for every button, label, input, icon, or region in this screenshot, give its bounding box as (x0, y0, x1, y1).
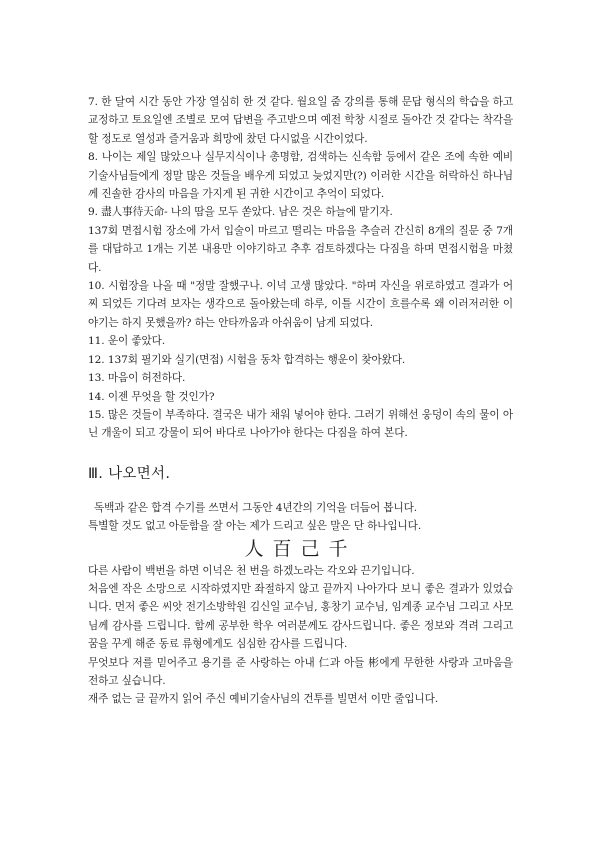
intro-line-1: 독백과 같은 합격 수기를 쓰면서 그동안 4년간의 기억을 더듬어 봅니다. (94, 501, 418, 514)
list-item-8: 8. 나이는 제일 많았으나 실무지식이나 총명함, 검색하는 신속함 등에서 같은 조에 속한 예비기술사님들에게 정말 많은 것들을 배우게 되었고 늦었지만(?) 이러한 시간을 허락하신 하나님께 진솔한 감사의 마음을 가지게 된 귀한 시간이고 추억이 되었다. (88, 151, 513, 201)
list-item-11: 11. 운이 좋았다. (88, 335, 166, 348)
list-item-14: 14. 이젠 무엇을 할 것인가? (88, 390, 215, 403)
closing-para-3: 무엇보다 저를 믿어주고 용기를 준 사랑하는 아내 仁과 아들 彬에게 무한한 사랑과 고마움을 전하고 싶습니다. (88, 656, 513, 687)
list-item-7: 7. 한 달여 시간 동안 가장 열심히 한 것 같다. 월요일 줌 강의를 통해 문답 형식의 학습을 하고 교정하고 토요일엔 조별로 모여 답변을 주고받으며 예전 학창 시절로 돌아간 것 같다는 착각을 할 정도로 열성과 즐거움과 희망에 찼던 다시없을 시간이었다. (88, 96, 513, 145)
list-item-10: 10. 시험장을 나올 때 "정말 잘했구나. 이넉 고생 많았다. "하며 자신을 위로하였고 결과가 어찌 되었든 기다려 보자는 생각으로 돌아왔는데 하루, 이틀 시간이 흐를수록 왜 이러저러한 이야기는 하지 못했을까? 하는 안타까움과 아쉬움이 남게 되었다. (88, 280, 513, 329)
list-item-12: 12. 137회 필기와 실기(면접) 시험을 동차 합격하는 행운이 찾아왔다. (88, 353, 406, 366)
closing-para-4: 재주 없는 글 끝까지 읽어 주신 예비기술사님의 건투를 빌면서 이만 줄입니다. (88, 693, 439, 706)
closing-para-1: 다른 사람이 백번을 하면 이넉은 천 번을 하겠노라는 각오와 끈기입니다. (88, 564, 415, 577)
intro-line-2: 특별할 것도 없고 아둔함을 잘 아는 제가 드리고 싶은 말은 단 하나입니다. (88, 520, 422, 533)
document-page (88, 93, 513, 709)
motto: 人百己千 (244, 537, 357, 560)
list-item-9: 9. 盡人事待天命- 나의 땀을 모두 쏟았다. 남은 것은 하늘에 맡기자. (88, 206, 393, 219)
list-item-13: 13. 마음이 허전하다. (88, 372, 186, 385)
closing-para-2: 처음엔 작은 소망으로 시작하였지만 좌절하지 않고 끝까지 나아가다 보니 좋은 결과가 있었습니다. 먼저 좋은 씨앗 전기소방학원 김신일 교수님, 홍창기 교수님, 임계종 교수님 그리고 사모님께 감사를 드립니다. 함께 공부한 학우 여러분께도 감사드립니다. 좋은 정보와 격려 그리고 꿈을 꾸게 해준 동료 류형에게도 심심한 감사를 드립니다. (88, 582, 513, 651)
list-item-9-detail: 137회 면접시험 장소에 가서 입술이 마르고 떨리는 마음을 추슬러 간신히 8개의 질문 중 7개를 대답하고 1개는 기본 내용만 이야기하고 추후 검토하겠다는 다짐을 하며 면접시험을 마쳤다. (88, 224, 513, 274)
list-item-15: 15. 많은 것들이 부족하다. 결국은 내가 채워 넣어야 한다. 그러기 위해선 웅덩이 속의 물이 아닌 개울이 되고 강물이 되어 바다로 나아가야 한다는 다짐을 하여 본다. (88, 408, 513, 440)
section-heading: Ⅲ. 나오면서. (88, 465, 171, 482)
